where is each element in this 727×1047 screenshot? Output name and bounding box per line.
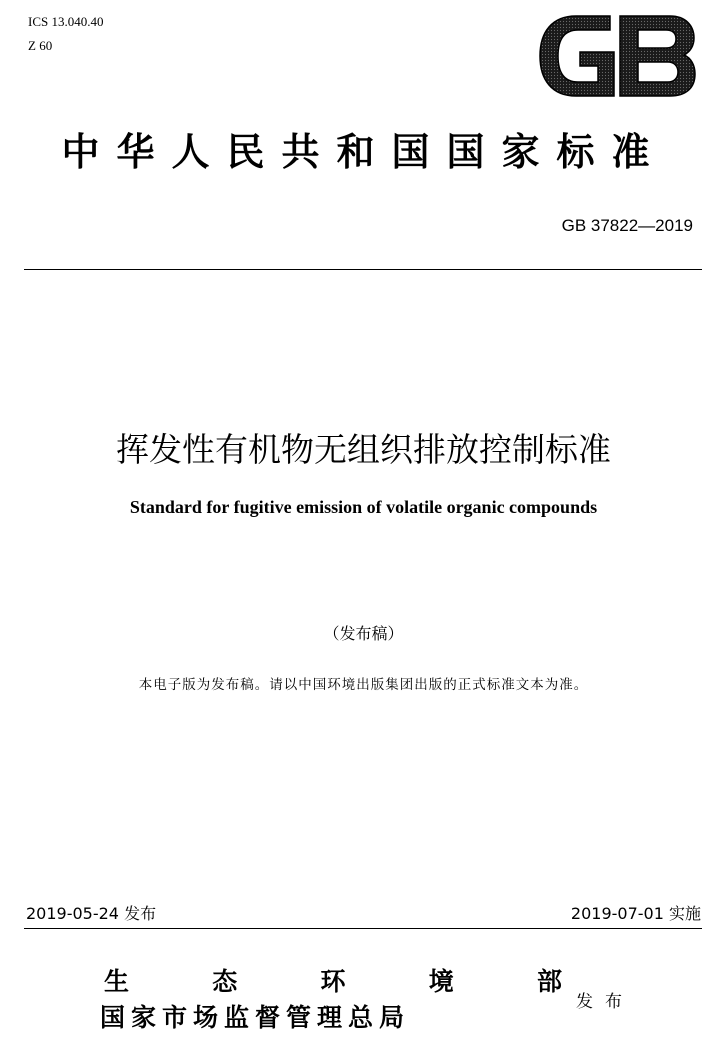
bottom-rule <box>24 928 702 929</box>
ics-code: ICS 13.040.40 <box>28 14 104 29</box>
issuer-ministry <box>104 964 562 1000</box>
document-title-cn: 挥发性有机物无组织排放控制标准 <box>116 430 611 469</box>
top-rule <box>24 269 702 270</box>
logo-text: GB <box>538 14 540 15</box>
issuer-administration: 国家市场监督管理总局 <box>100 1003 411 1032</box>
issuer-ministry-char: 态 <box>212 967 238 996</box>
classification-code: Z 60 <box>28 38 53 53</box>
document-title-en: Standard for fugitive emission of volatile organic compounds <box>129 497 598 517</box>
issuer-ministry-char: 境 <box>428 967 454 996</box>
release-status: （发布稿） <box>323 624 404 643</box>
publish-label: 发布 <box>576 992 634 1012</box>
standard-body-title: 中华人民共和国国家标准 <box>61 130 667 174</box>
edition-notice: 本电子版为发布稿。请以中国环境出版集团出版的正式标准文本为准。 <box>138 677 589 693</box>
issuer-ministry-char: 部 <box>536 967 562 996</box>
issuer-ministry-char: 生 <box>104 967 130 996</box>
issue-date: 2019-05-24 发布 <box>26 904 157 923</box>
gb-logo <box>538 14 696 98</box>
implementation-date: 2019-07-01 实施 <box>570 904 701 923</box>
standard-number: GB 37822—2019 <box>561 216 693 235</box>
issuer-ministry-char: 环 <box>320 967 346 996</box>
